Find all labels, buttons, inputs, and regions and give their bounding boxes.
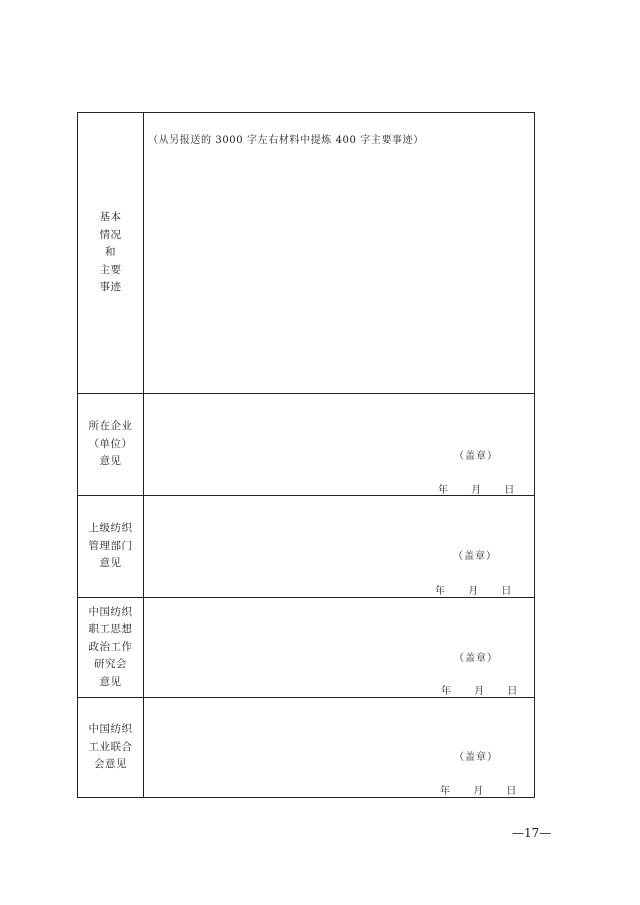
seal-label: （盖章） — [454, 752, 498, 763]
instruction-text: （从另报送的 3000 字左右材料中提炼 400 字主要事迹） — [148, 135, 424, 146]
label-cell — [78, 113, 144, 393]
recommendation-form-table — [77, 112, 535, 798]
row-superior-dept-opinion — [78, 496, 534, 598]
row-enterprise-opinion — [78, 394, 534, 496]
row-label-enterprise-opinion: 所在企业 （单位） 意见 — [88, 420, 133, 468]
date-line — [435, 582, 511, 597]
label-cell — [78, 698, 144, 797]
label-cell — [78, 394, 144, 495]
date-year: 年 — [440, 786, 450, 797]
row-label-superior-dept: 上级纺织 管理部门 意见 — [88, 522, 133, 570]
date-month: 月 — [468, 586, 479, 597]
enterprise-opinion-content-area[interactable] — [144, 394, 534, 495]
date-month: 月 — [474, 686, 485, 697]
date-year: 年 — [441, 686, 451, 697]
basic-info-content-area[interactable] — [144, 113, 534, 393]
row-label-federation: 中国纺织 工业联合 会意见 — [88, 723, 133, 771]
seal-label: （盖章） — [454, 451, 498, 462]
row-label-basic-info: 基本 情况 和 主要 事迹 — [99, 211, 122, 294]
seal-label: （盖章） — [454, 653, 498, 664]
seal-label: （盖章） — [453, 551, 497, 562]
label-cell — [78, 598, 144, 697]
label-cell — [78, 496, 144, 597]
date-day: 日 — [507, 686, 518, 697]
row-label-research-society: 中国纺织 职工思想 政治工作 研究会 意见 — [88, 605, 133, 688]
date-year: 年 — [435, 586, 445, 597]
row-federation-opinion — [78, 698, 534, 797]
row-basic-info — [78, 113, 534, 394]
research-society-content-area[interactable] — [144, 598, 534, 697]
federation-content-area[interactable] — [144, 698, 534, 797]
date-day: 日 — [504, 485, 515, 496]
date-year: 年 — [438, 485, 448, 496]
date-day: 日 — [506, 786, 517, 797]
row-research-society-opinion — [78, 598, 534, 698]
date-month: 月 — [473, 786, 484, 797]
date-line — [441, 682, 517, 697]
date-line — [438, 481, 514, 496]
date-day: 日 — [501, 586, 512, 597]
date-line — [440, 782, 516, 797]
page-number: —17— — [512, 826, 552, 840]
superior-dept-content-area[interactable] — [144, 496, 534, 597]
date-month: 月 — [471, 485, 482, 496]
